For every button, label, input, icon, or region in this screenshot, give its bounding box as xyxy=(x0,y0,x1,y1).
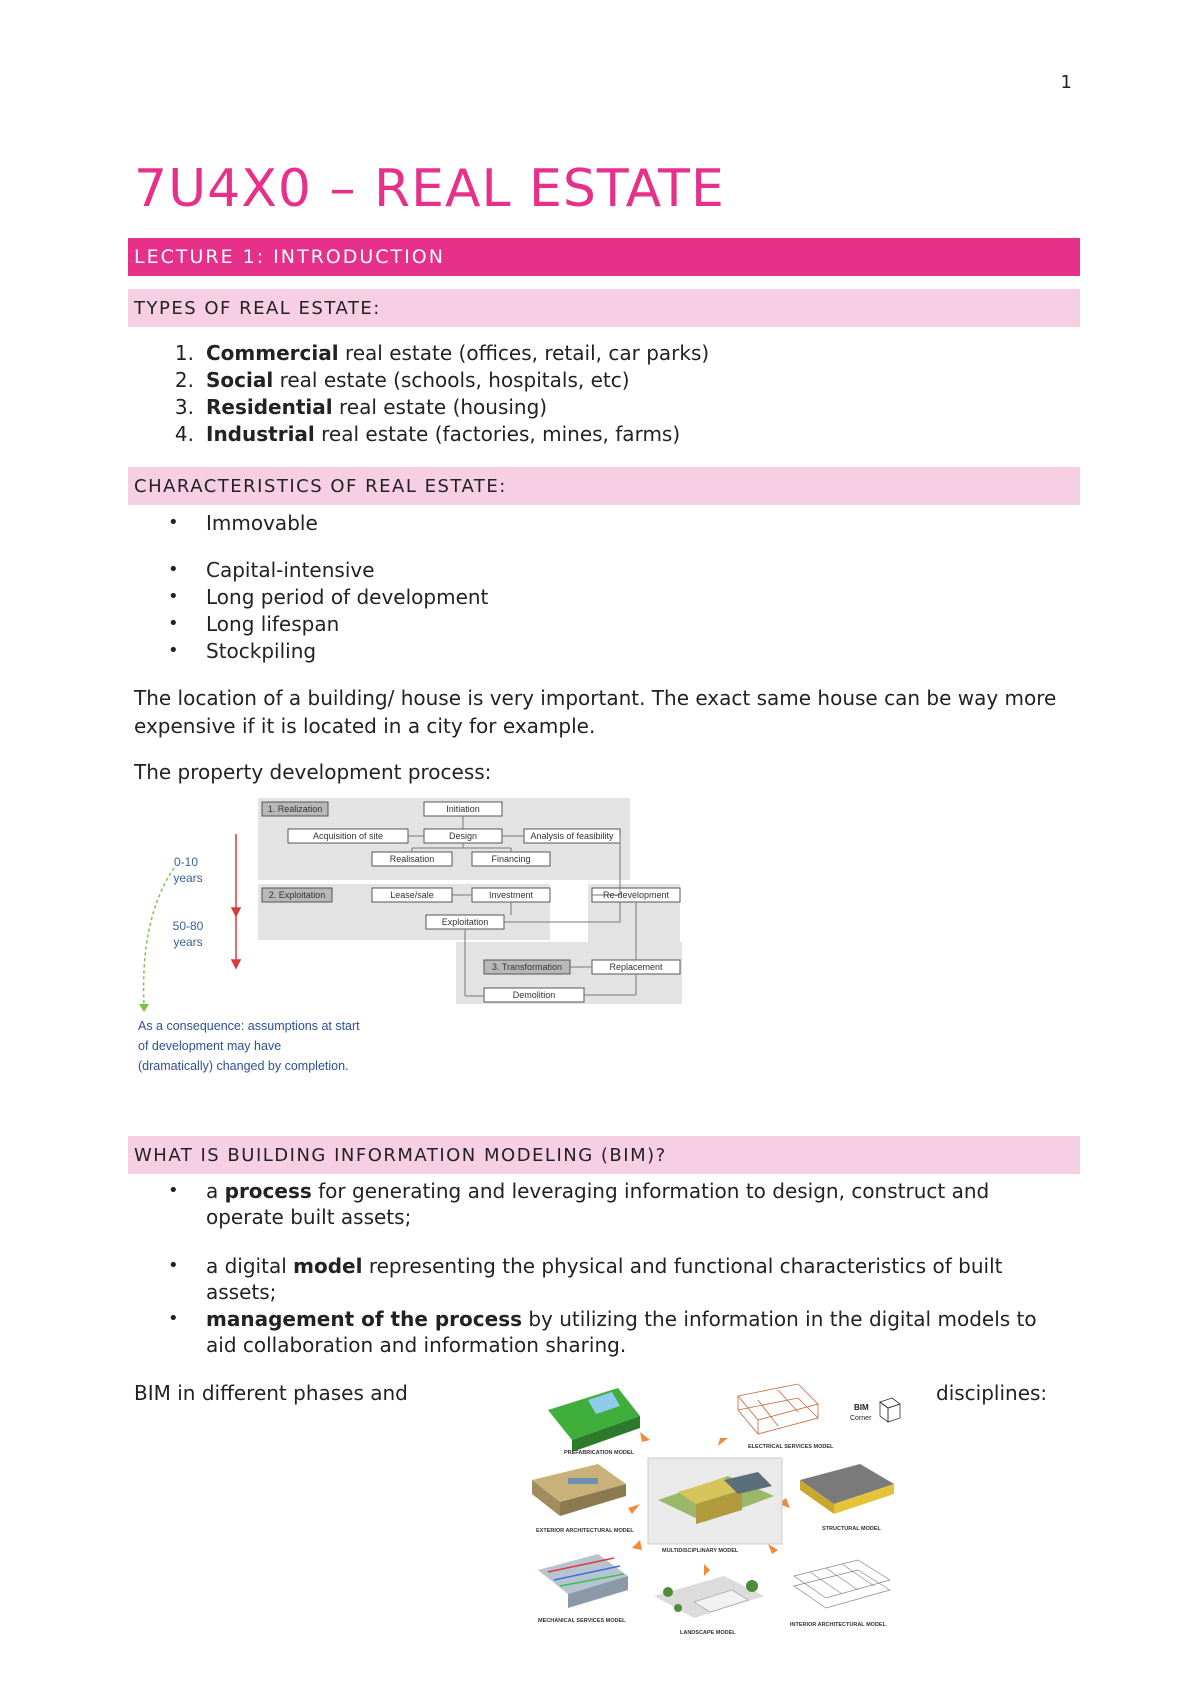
landscape-model-image xyxy=(654,1576,764,1618)
bullet-icon: • xyxy=(168,1180,179,1201)
list-item-bold: Social xyxy=(206,368,274,392)
bim-item-bold: model xyxy=(293,1254,363,1278)
bim-item-bold: process xyxy=(224,1179,312,1203)
bullet-icon: • xyxy=(168,640,179,661)
characteristics-heading-bar xyxy=(128,467,1080,505)
consequence-line-2: of development may have xyxy=(138,1039,282,1053)
label-multi: MULTIDISCIPLINARY MODEL xyxy=(662,1548,739,1554)
bim-item-rest: representing the physical and functional characteristics of built xyxy=(362,1254,1003,1278)
label-analysis: Analysis of feasibility xyxy=(530,831,614,841)
location-paragraph: The location of a building/ house is very important. The exact same house can be way more expensive if it is located in a city for example. xyxy=(134,686,1057,738)
list-item-bold: Industrial xyxy=(206,422,315,446)
interior-model-image xyxy=(794,1560,890,1608)
logo-line-1: BIM xyxy=(854,1403,869,1412)
consequence-line-1: As a consequence: assumptions at start xyxy=(138,1019,360,1033)
document-title: 7U4X0 – REAL ESTATE xyxy=(134,159,725,219)
years-2-line-1: 50-80 xyxy=(172,919,204,933)
list-number: 2. xyxy=(174,368,194,392)
list-number: 1. xyxy=(174,341,194,365)
label-demolition: Demolition xyxy=(512,990,556,1000)
label-realization: 1. Realization xyxy=(267,804,323,814)
lecture-header-bar xyxy=(128,238,1080,276)
bullet-item: Long period of development xyxy=(206,585,489,609)
characteristics-heading: CHARACTERISTICS OF REAL ESTATE: xyxy=(134,476,507,497)
label-investment: Investment xyxy=(488,890,534,900)
bim-heading: WHAT IS BUILDING INFORMATION MODELING (BIM)? xyxy=(134,1145,667,1166)
list-item xyxy=(134,394,194,420)
bim-heading-bar xyxy=(128,1136,1080,1174)
list-item-rest: real estate (housing) xyxy=(332,395,548,419)
bullet-icon: • xyxy=(168,1255,179,1276)
mech-model-image xyxy=(538,1554,628,1608)
multidisciplinary-model-image xyxy=(648,1458,782,1544)
bim-item-continued: operate built assets; xyxy=(206,1205,412,1229)
bim-phases-left: BIM in different phases and xyxy=(134,1381,408,1405)
years-2-line-2: years xyxy=(173,935,203,949)
label-electrical: ELECTRICAL SERVICES MODEL xyxy=(748,1444,834,1450)
bullet-icon: • xyxy=(168,512,179,533)
bim-item xyxy=(206,1306,1037,1332)
list-item-rest: real estate (offices, retail, car parks) xyxy=(338,341,710,365)
types-heading: TYPES OF REAL ESTATE: xyxy=(134,298,381,319)
list-item-text xyxy=(206,421,680,447)
list-item-text xyxy=(206,394,547,420)
list-item-text xyxy=(206,340,709,366)
label-financing: Financing xyxy=(491,854,531,864)
list-item xyxy=(134,421,194,447)
label-replacement: Replacement xyxy=(609,962,663,972)
list-item-text xyxy=(206,367,630,393)
page-number: 1 xyxy=(1060,72,1072,93)
label-initiation: Initiation xyxy=(446,804,480,814)
list-item-bold: Residential xyxy=(206,395,333,419)
exterior-model-image xyxy=(532,1464,626,1516)
label-lease: Lease/sale xyxy=(390,890,434,900)
bim-item-rest: by utilizing the information in the digital models to xyxy=(522,1307,1037,1331)
label-interior: INTERIOR ARCHITECTURAL MODEL xyxy=(790,1622,886,1628)
list-item-rest: real estate (schools, hospitals, etc) xyxy=(273,368,630,392)
bim-item-bold: management of the process xyxy=(206,1307,522,1331)
consequence-line-3: (dramatically) changed by completion. xyxy=(138,1059,349,1073)
bim-disciplines-figure xyxy=(528,1380,938,1642)
label-prefab: PREFABRICATION MODEL xyxy=(564,1450,634,1456)
label-realisation: Realisation xyxy=(389,854,435,864)
bullet-item: Capital-intensive xyxy=(206,558,375,582)
years-1-line-1: 0-10 xyxy=(173,855,199,869)
types-heading-bar xyxy=(128,289,1080,327)
list-number: 4. xyxy=(174,422,194,446)
label-landscape: LANDSCAPE MODEL xyxy=(680,1630,736,1636)
bim-item-pre: a digital xyxy=(206,1254,294,1278)
label-redevelopment: Re-development xyxy=(602,890,670,900)
bullet-item: Immovable xyxy=(206,511,318,535)
bim-item xyxy=(206,1178,989,1204)
label-acquisition: Acquisition of site xyxy=(312,831,384,841)
structural-model-image xyxy=(800,1464,894,1514)
label-exploitation-phase: 2. Exploitation xyxy=(268,890,326,900)
logo-line-2: Corner xyxy=(850,1415,872,1422)
list-item-bold: Commercial xyxy=(206,341,339,365)
label-design: Design xyxy=(448,831,478,841)
bullet-item: Long lifespan xyxy=(206,612,340,636)
bullet-icon: • xyxy=(168,559,179,580)
label-exterior: EXTERIOR ARCHITECTURAL MODEL xyxy=(536,1528,634,1534)
label-exploitation: Exploitation xyxy=(441,917,489,927)
label-transformation: 3. Transformation xyxy=(491,962,563,972)
list-number: 3. xyxy=(174,395,194,419)
bim-corner-logo xyxy=(850,1398,900,1422)
bullet-icon: • xyxy=(168,613,179,634)
list-item xyxy=(134,367,194,393)
process-label: The property development process: xyxy=(134,760,492,784)
bullet-item: Stockpiling xyxy=(206,639,317,663)
bullet-icon: • xyxy=(168,586,179,607)
electrical-model-image xyxy=(738,1384,818,1434)
property-development-process-figure xyxy=(132,798,692,1088)
lecture-header-text: LECTURE 1: INTRODUCTION xyxy=(134,246,445,268)
bim-item-continued: aid collaboration and information sharing. xyxy=(206,1333,627,1357)
list-item xyxy=(134,340,194,366)
bim-item-continued: assets; xyxy=(206,1280,277,1304)
bim-item xyxy=(206,1253,1003,1279)
label-mech: MECHANICAL SERVICES MODEL xyxy=(538,1618,626,1624)
label-structural: STRUCTURAL MODEL xyxy=(822,1526,881,1532)
list-item-rest: real estate (factories, mines, farms) xyxy=(314,422,681,446)
years-1-line-2: years xyxy=(173,871,203,885)
bim-phases-right: disciplines: xyxy=(936,1381,1048,1405)
bullet-icon: • xyxy=(168,1308,179,1329)
bim-item-rest: for generating and leveraging information to design, construct and xyxy=(311,1179,990,1203)
bim-item-pre: a xyxy=(206,1179,225,1203)
consequence-arrow xyxy=(144,868,174,1006)
